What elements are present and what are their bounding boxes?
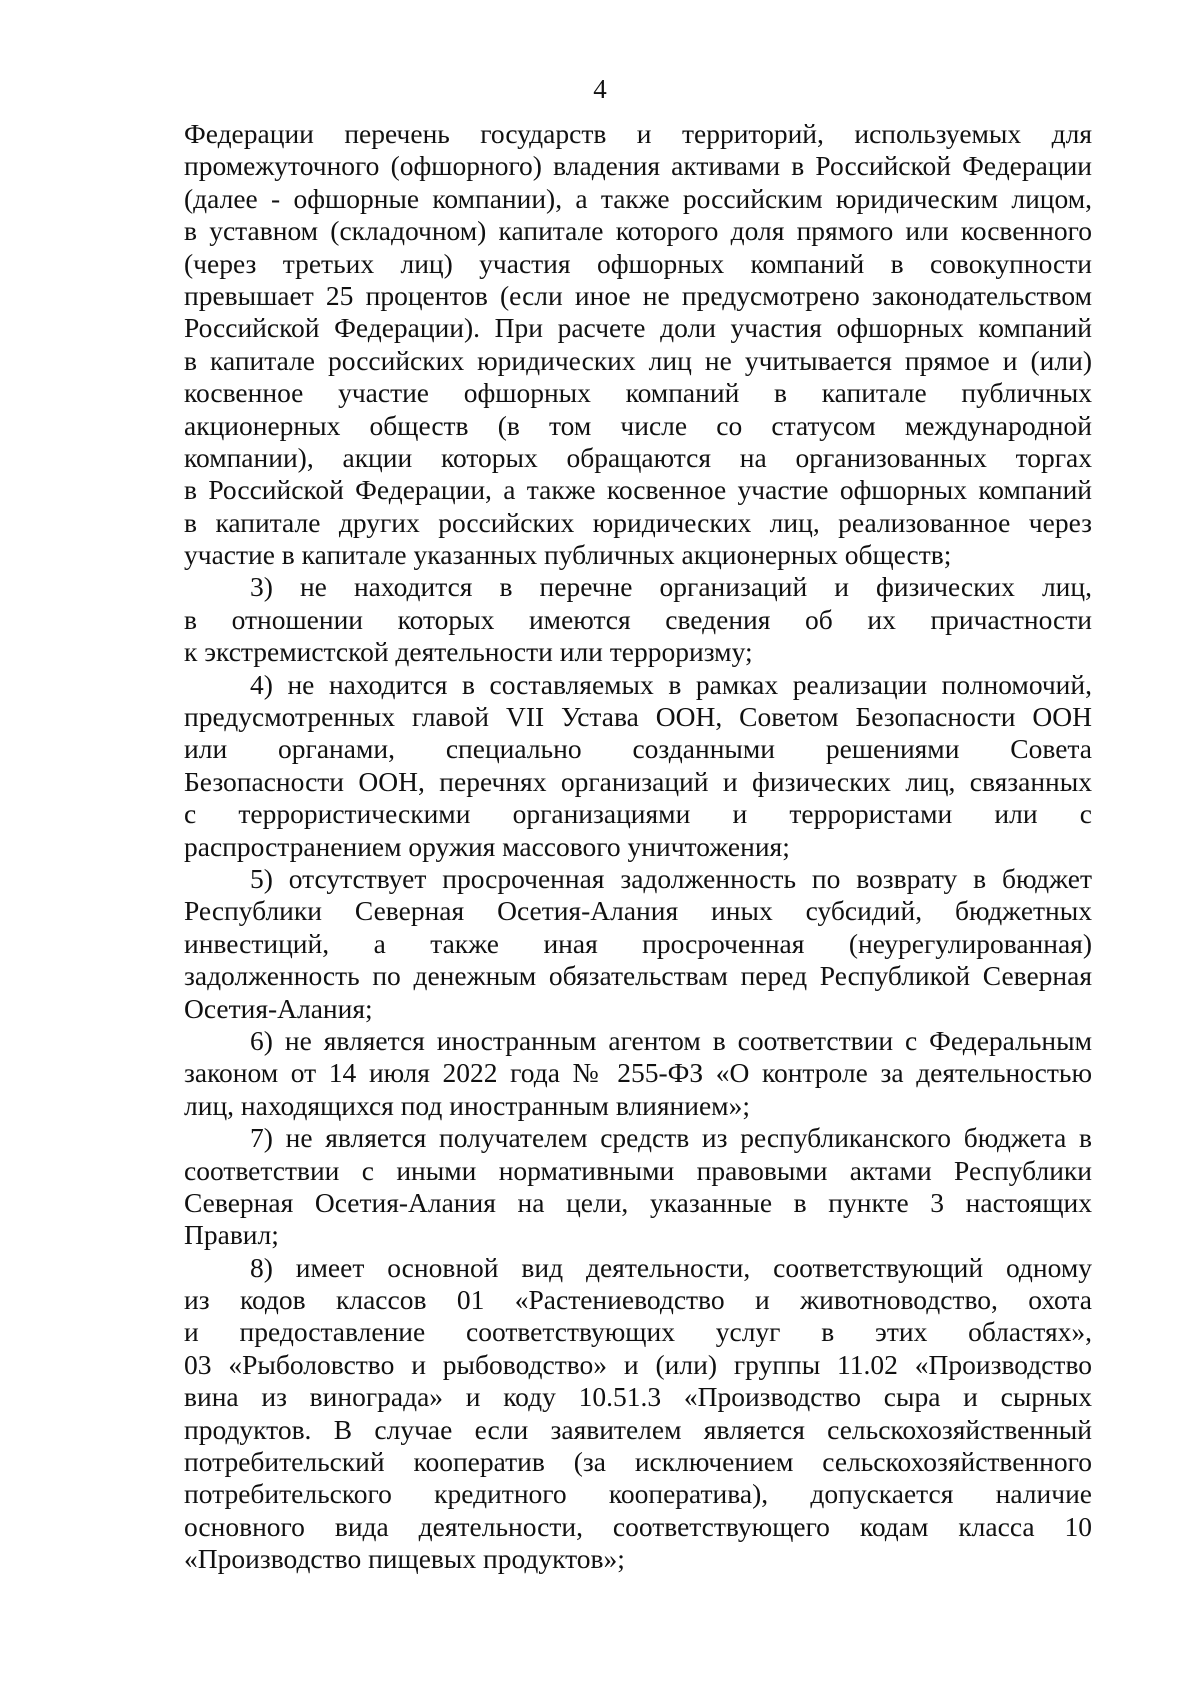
text-line: распространением оружия массового уничтожения; — [184, 830, 790, 862]
text-line: 7) не является получателем средств из республиканского бюджета в — [250, 1122, 1092, 1154]
text-line: компании), акции которых обращаются на организованных торгах — [184, 441, 1092, 473]
text-line: с террористическими организациями и террористами или с — [184, 798, 1092, 830]
text-line: 8) имеет основной вид деятельности, соответствующий одному — [250, 1251, 1092, 1283]
text-line: из кодов классов 01 «Растениеводство и животноводство, охота — [184, 1284, 1092, 1316]
text-line: участие в капитале указанных публичных акционерных обществ; — [184, 539, 952, 571]
paragraph — [184, 1252, 1092, 1576]
text-line: косвенное участие офшорных компаний в капитале публичных — [184, 377, 1092, 409]
text-line: потребительский кооператив (за исключением сельскохозяйственного — [184, 1446, 1092, 1478]
text-line: лиц, находящихся под иностранным влиянием»; — [184, 1089, 750, 1121]
text-line: Осетия-Алания; — [184, 992, 373, 1024]
text-line: «Производство пищевых продуктов»; — [184, 1543, 625, 1575]
text-line: предусмотренных главой VII Устава ООН, Советом Безопасности ООН — [184, 701, 1092, 733]
text-line: инвестиций, а также иная просроченная (неурегулированная) — [184, 927, 1092, 959]
text-line: вина из винограда» и коду 10.51.3 «Производство сыра и сырных — [184, 1381, 1092, 1413]
text-line: в отношении которых имеются сведения об их причастности — [184, 603, 1092, 635]
text-line: в капитале других российских юридических лиц, реализованное через — [184, 506, 1092, 538]
paragraph — [184, 1122, 1092, 1252]
text-line: к экстремистской деятельности или терроризму; — [184, 636, 753, 668]
text-line: 4) не находится в составляемых в рамках реализации полномочий, — [250, 668, 1092, 700]
text-line: 3) не находится в перечне организаций и физических лиц, — [250, 571, 1092, 603]
text-line: и предоставление соответствующих услуг в этих областях», — [184, 1316, 1092, 1348]
text-line: (далее - офшорные компании), а также российским юридическим лицом, — [184, 182, 1092, 214]
text-line: Северная Осетия-Алания на цели, указанные в пункте 3 настоящих — [184, 1186, 1092, 1218]
page-number: 4 — [593, 74, 607, 104]
text-line: потребительского кредитного кооператива), допускается наличие — [184, 1478, 1092, 1510]
text-line: Безопасности ООН, перечнях организаций и физических лиц, связанных — [184, 765, 1092, 797]
text-line: (через третьих лиц) участия офшорных компаний в совокупности — [184, 247, 1092, 279]
paragraph — [184, 1025, 1092, 1122]
text-line: 6) не является иностранным агентом в соответствии с Федеральным — [250, 1024, 1092, 1056]
text-line: законом от 14 июля 2022 года № 255-ФЗ «О контроле за деятельностью — [184, 1057, 1092, 1089]
text-line: 5) отсутствует просроченная задолженность по возврату в бюджет — [250, 862, 1092, 894]
text-line: Российской Федерации). При расчете доли участия офшорных компаний — [184, 312, 1092, 344]
text-line: соответствии с иными нормативными правовыми актами Республики — [184, 1154, 1092, 1186]
text-line: основного вида деятельности, соответствующего кодам класса 10 — [184, 1510, 1092, 1542]
text-line: акционерных обществ (в том числе со статусом международной — [184, 409, 1092, 441]
text-line: в капитале российских юридических лиц не учитывается прямое и (или) — [184, 344, 1092, 376]
paragraph — [184, 571, 1092, 668]
paragraph — [184, 118, 1092, 571]
text-line: Правил; — [184, 1219, 279, 1251]
document-body — [184, 118, 1092, 1576]
text-line: продуктов. В случае если заявителем является сельскохозяйственный — [184, 1413, 1092, 1445]
text-line: превышает 25 процентов (если иное не предусмотрено законодательством — [184, 279, 1092, 311]
text-line: Федерации перечень государств и территорий, используемых для — [184, 118, 1092, 149]
text-line: промежуточного (офшорного) владения активами в Российской Федерации — [184, 150, 1092, 182]
text-line: 03 «Рыболовство и рыбоводство» и (или) группы 11.02 «Производство — [184, 1348, 1092, 1380]
paragraph — [184, 863, 1092, 1025]
text-line: задолженность по денежным обязательствам перед Республикой Северная — [184, 960, 1092, 992]
text-line: Республики Северная Осетия-Алания иных субсидий, бюджетных — [184, 895, 1092, 927]
text-line: или органами, специально созданными решениями Совета — [184, 733, 1092, 765]
text-line: в Российской Федерации, а также косвенное участие офшорных компаний — [184, 474, 1092, 506]
paragraph — [184, 669, 1092, 863]
text-line: в уставном (складочном) капитале которого доля прямого или косвенного — [184, 215, 1092, 247]
